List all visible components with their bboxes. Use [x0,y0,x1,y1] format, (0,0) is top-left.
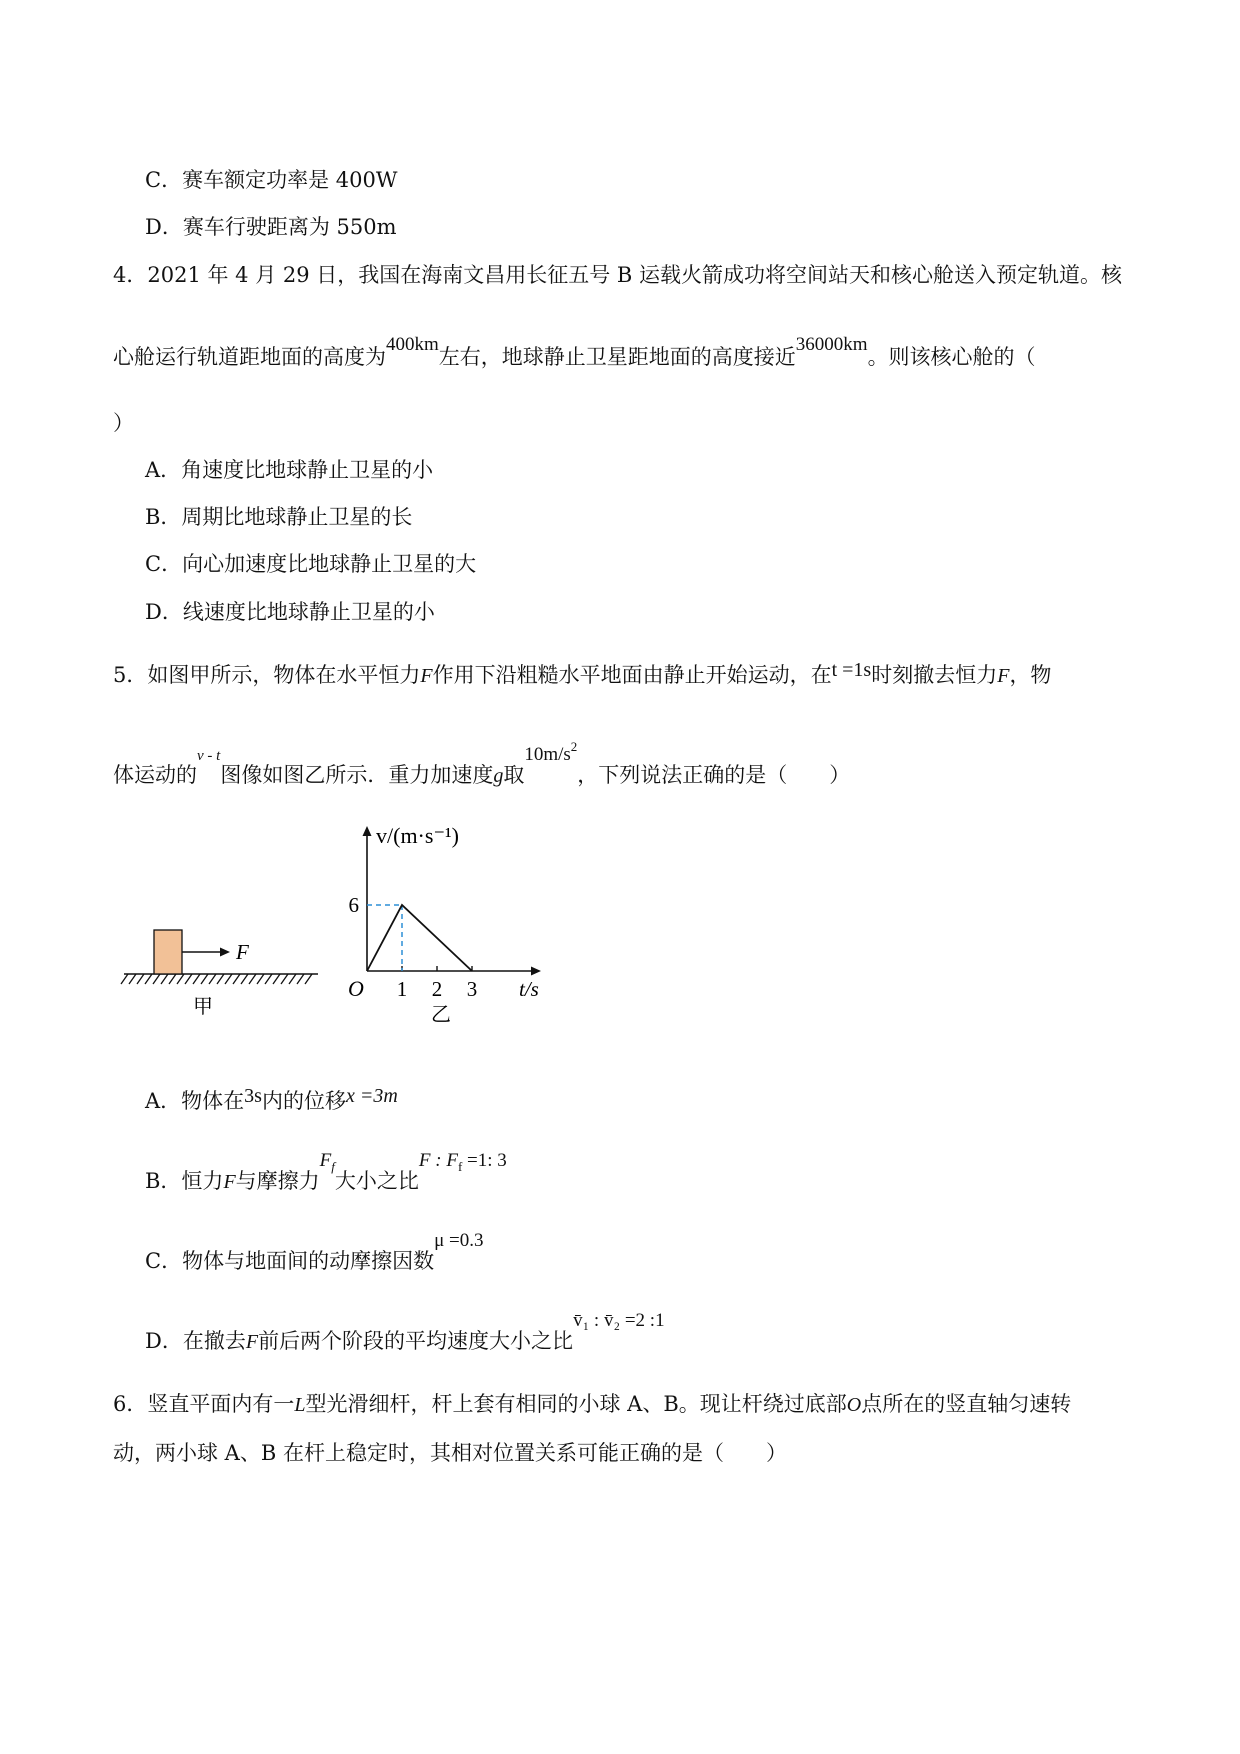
hatch-mark [241,974,248,984]
q5-text: 体运动的 [113,763,197,787]
q4-line-2 [113,334,1036,372]
q5-text: D．在撤去 [145,1329,246,1353]
y-ticks [349,893,360,917]
q5-option-b [145,1150,507,1202]
figure-caption-left: 甲 [193,994,213,1018]
q5-text: B．恒力 [145,1169,224,1193]
q5-g-value-text: 10m/s [524,744,571,765]
hatch-mark [225,974,232,984]
q5-text: 与摩擦力 [235,1169,320,1193]
hatch-mark [265,974,272,984]
hatch-mark [233,974,240,984]
q4-option-d: D．线速度比地球静止卫星的小 [145,600,435,624]
vt-series-line [367,905,472,971]
q5-option-c [145,1230,484,1276]
ground-hatching [121,974,312,984]
hatch-mark [201,974,208,984]
q4-option-b: B．周期比地球静止卫星的长 [145,505,413,529]
hatch-mark [129,974,136,984]
q3-option-d: D．赛车行驶距离为 550m [145,215,397,239]
figure-caption-right: 乙 [431,1002,451,1026]
q5-option-d-force: F [245,1331,259,1353]
q5-text: 作用下沿粗糙水平地面由静止开始运动，在 [432,663,832,687]
force-arrow-head [220,948,230,957]
q5-option-a [145,1085,398,1115]
q5-option-a-displacement: x =3m [345,1085,398,1107]
x-tick-label: 2 [431,977,443,1001]
q6-text: 6．竖直平面内有一 [113,1392,295,1416]
q5-text: 5．如图甲所示，物体在水平恒力 [113,663,421,687]
q4-line-1: 4．2021 年 4 月 29 日，我国在海南文昌用长征五号 B 运载火箭成功将空间站天和核心舱送入预定轨道。核 [113,263,1123,287]
q5-option-c-mu: μ =0.3 [434,1230,484,1251]
q5-option-d [145,1310,665,1356]
q5-figure [118,818,558,1028]
q4-option-c: C．向心加速度比地球静止卫星的大 [145,552,477,576]
q5-g-value [524,739,578,765]
q5-text: 图像如图乙所示．重力加速度 [220,763,494,787]
x-axis-label: t/s [519,977,539,1001]
q6-line-2: 动，两小球 A、B 在杆上稳定时，其相对位置关系可能正确的是（ ） [113,1441,787,1465]
hatch-mark [249,974,256,984]
q5-text: 前后两个阶段的平均速度大小之比 [258,1329,574,1353]
q5-time-eq: t =1s [831,659,872,681]
x-tick-label: 3 [466,977,478,1001]
q4-option-a: A．角速度比地球静止卫星的小 [145,458,434,482]
origin-label: O [348,976,364,1001]
q6-text: 点所在的竖直轴匀速转 [861,1392,1072,1416]
q5-option-b-friction-symbol: F [319,1150,332,1171]
hatch-mark [257,974,264,984]
q5-line-2 [113,739,851,791]
q5-text: 大小之比 [334,1169,419,1193]
hatch-mark [185,974,192,984]
hatch-mark [209,974,216,984]
q5-line-1 [113,659,1052,689]
q5-g-symbol: g [493,765,504,787]
q5-text: ，物 [1009,663,1052,687]
q6-line-1 [113,1391,1071,1418]
q4-height-core: 400km [386,334,439,355]
q6-l-symbol: L [294,1394,306,1416]
hatch-mark [193,974,200,984]
y-tick-label: 6 [348,893,359,917]
hatch-mark [217,974,224,984]
q5-vt-label: v - t [197,748,221,764]
hatch-mark [297,974,304,984]
q5-text: 取 [503,763,525,787]
hatch-mark [145,974,152,984]
hatch-mark [281,974,288,984]
force-label: F [236,940,249,964]
hatch-mark [289,974,296,984]
q5-option-b-ratio-a: F : F [418,1150,458,1171]
q5-option-b-force: F [223,1171,236,1193]
q4-line-3: ） [113,411,134,435]
x-axis-arrow [531,967,541,976]
q5-text: ，下列说法正确的是（ ） [577,763,851,787]
q5-option-b-ratio [418,1150,507,1174]
q5-option-b-ratio-sub: f [457,1158,463,1174]
q5-option-b-ratio-b: =1: 3 [462,1150,507,1171]
q6-o-symbol: O [846,1394,862,1416]
y-axis-label: v/(m·s⁻¹) [376,823,459,848]
q5-text: A．物体在 [145,1089,245,1113]
q6-text: 型光滑细杆，杆上套有相同的小球 A、B。现让杆绕过底部 [305,1392,847,1416]
q4-text: 左右，地球静止卫星距地面的高度接近 [438,345,796,369]
hatch-mark [137,974,144,984]
q5-force-symbol: F [997,665,1010,687]
q5-force-symbol: F [420,665,433,687]
q5-option-b-friction-sub: f [331,1158,335,1174]
q5-text: 内的位移 [261,1089,346,1113]
q5-option-b-friction [319,1150,335,1174]
q4-text: 。则该核心舱的（ [867,345,1036,369]
q4-text: 心舱运行轨道距地面的高度为 [113,345,386,369]
x-tick-label: 1 [396,977,408,1001]
q5-option-a-time: 3s [244,1085,262,1107]
block [154,930,182,974]
q5-text: 时刻撤去恒力 [871,663,998,687]
hatch-mark [121,974,128,984]
hatch-mark [169,974,176,984]
hatch-mark [177,974,184,984]
hatch-mark [153,974,160,984]
q5-text: C．物体与地面间的动摩擦因数 [145,1249,435,1273]
hatch-mark [161,974,168,984]
q3-option-c: C．赛车额定功率是 400W [145,168,398,192]
q4-height-geo: 36000km [795,334,868,355]
q5-option-d-ratio: v̄₁ : v̄₂ =2 :1 [573,1310,665,1331]
y-axis-arrow [363,826,372,836]
hatch-mark [273,974,280,984]
hatch-mark [305,974,312,984]
q5-g-exponent: 2 [570,739,578,754]
